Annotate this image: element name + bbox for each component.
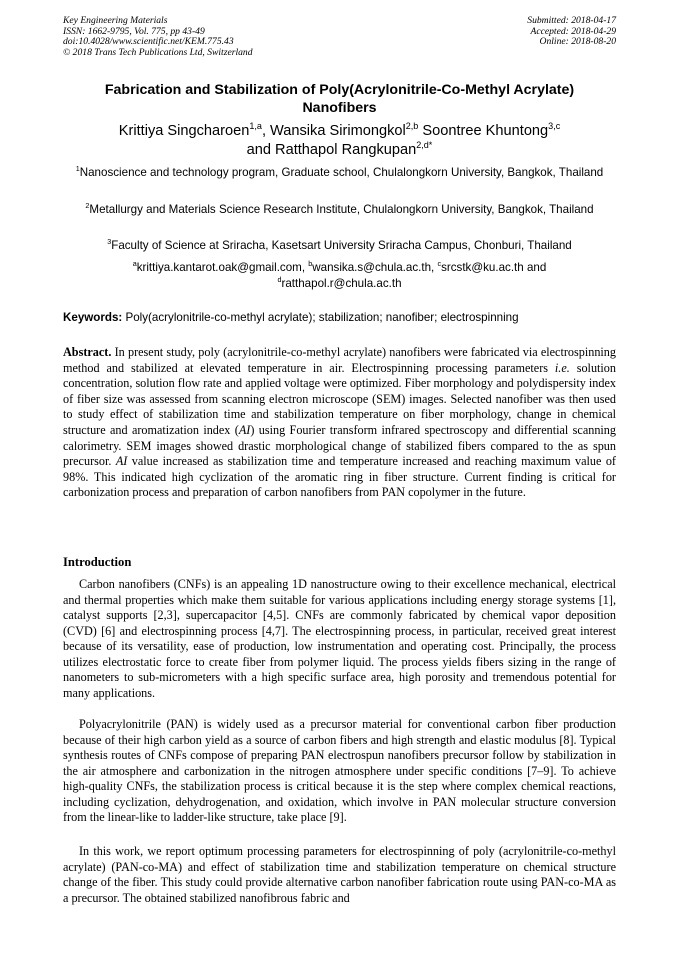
introduction-heading: Introduction <box>63 555 132 569</box>
paper-title-line1: Fabrication and Stabilization of Poly(Acrylonitrile-Co-Methyl Acrylate) <box>104 82 575 98</box>
email-c: srcstk@ku.ac.th and <box>441 261 547 274</box>
affiliation-3 <box>63 238 616 255</box>
affiliation-3-marker: 3 <box>107 237 112 247</box>
abstract-ai-1: AI <box>238 422 251 437</box>
affiliation-2-text: Metallurgy and Materials Science Research Institute, Chulalongkorn University, Bangkok, Thailand <box>89 203 594 216</box>
author-2-affil: 2,b <box>405 121 419 132</box>
email-d-marker: d <box>277 274 282 284</box>
author-and: and <box>246 142 276 158</box>
keywords <box>63 310 616 325</box>
abstract <box>63 345 616 501</box>
author-3: Soontree Khuntong <box>418 123 549 139</box>
author-3-affil: 3,c <box>548 121 561 132</box>
affiliation-3-text: Faculty of Science at Sriracha, Kasetsart University Sriracha Campus, Chonburi, Thailand <box>111 239 572 252</box>
author-list <box>63 122 616 160</box>
keywords-label: Keywords: <box>63 311 123 324</box>
author-4-affil: 2,d* <box>416 140 433 151</box>
submitted-date: Submitted: 2018-04-17 <box>527 15 616 26</box>
affiliation-1 <box>63 165 616 182</box>
email-a-marker: a <box>132 259 137 269</box>
abstract-text-3: ) using Fourier transform infrared spectroscopy and differential scanning calorimetry. SEM images showed drastic morphological change of stabilized fibers compared to the as spun precursor. <box>63 422 616 469</box>
author-1: Krittiya Singcharoen <box>118 123 250 139</box>
accepted-date: Accepted: 2018-04-29 <box>530 25 616 37</box>
author-emails <box>63 260 616 291</box>
online-date: Online: 2018-08-20 <box>539 36 616 48</box>
author-separator: , <box>261 123 271 139</box>
author-1-affil: 1,a <box>249 121 262 132</box>
journal-header-right <box>527 16 616 48</box>
introduction-paragraph-1: Carbon nanofibers (CNFs) is an appealing 1D nanostructure owing to their excellence mechanical, electrical and thermal properties which make them suitable for various applications including energy storage systems [1], catalyst supports [2,3], supercapacitor [4,5]. CNFs are commonly fabricated by chemical vapor deposition (CVD) [6] and electrospinning process [4,7]. The electrospinning process, in particular, received great interest because of its versatility, ease of production, low instrumentation and operating cost. Principally, the process utilizes electrostatic force to create fiber from polymer liquid. The process yields fibers sizing in the range of nanometers to sub-micrometers with a high specific surface area, high porosity and tremendous potential for many applications. <box>63 577 616 700</box>
paper-title <box>63 82 616 117</box>
email-a: krittiya.kantarot.oak@gmail.com, <box>136 261 309 274</box>
abstract-text-1: In present study, poly (acrylonitrile-co-methyl acrylate) nanofibers were fabricated via electrospinning method and stabilized at elevated temperature in air. Electrospinning processing parameters <box>63 345 616 375</box>
affiliation-2 <box>63 202 616 219</box>
abstract-ie: i.e. <box>554 360 570 375</box>
email-c-marker: c <box>437 259 442 269</box>
journal-issn: ISSN: 1662-9795, Vol. 775, pp 43-49 <box>63 25 205 37</box>
keywords-text: Poly(acrylonitrile-co-methyl acrylate); stabilization; nanofiber; electrospinning <box>122 311 519 324</box>
author-2: Wansika Sirimongkol <box>270 123 406 139</box>
paper-title-line2: Nanofibers <box>302 99 377 116</box>
email-b-marker: b <box>308 259 313 269</box>
journal-doi: doi:10.4028/www.scientific.net/KEM.775.43 <box>63 36 234 48</box>
abstract-text-2: solution concentration, solution flow rate and applied voltage were optimized. Fiber morphology and polydispersity index of fiber size was assessed from scanning electron microscope (SEM) images. Selected nanofiber was then used to study effect of stabilization time and stabilization temperature on fiber morphology, change in chemical structure and aromatization index ( <box>63 360 616 437</box>
journal-header-left <box>63 16 253 58</box>
abstract-ai-2: AI <box>115 454 128 469</box>
affiliation-2-marker: 2 <box>85 201 90 211</box>
author-4: Ratthapol Rangkupan <box>275 142 417 158</box>
journal-copyright: © 2018 Trans Tech Publications Ltd, Switzerland <box>63 46 253 58</box>
affiliation-1-marker: 1 <box>75 164 80 174</box>
affiliation-1-text: Nanoscience and technology program, Graduate school, Chulalongkorn University, Bangkok, Thailand <box>79 166 604 179</box>
abstract-label: Abstract. <box>63 345 112 359</box>
introduction-paragraph-2: Polyacrylonitrile (PAN) is widely used as a precursor material for conventional carbon fiber production because of their high carbon yield as a source of carbon fibers and high strength and elastic modulus [8]. Typical synthesis routes of CNFs compose of preparing PAN electrospun nanofibers precursor follow by stabilization in the air atmosphere and carbonization in the nitrogen atmosphere under specific conditions [7–9]. To achieve high-quality CNFs, the stabilization process is critical because it is the step where complex chemical reactions, including cyclization, dehydrogenation, and oxidation, which involve in PAN molecular structure conversion from the linear-like to ladder-like structure, take place [9]. <box>63 717 616 825</box>
journal-name: Key Engineering Materials <box>63 15 168 26</box>
email-d: ratthapol.r@chula.ac.th <box>281 276 402 290</box>
abstract-text-4: value increased as stabilization time and temperature increased and reaching maximum value of 98%. This indicated high cyclization of the aromatic ring in fiber structure. Current finding is critical for carbonization process and preparation of carbon nanofibers from PAN copolymer in the future. <box>63 454 616 500</box>
email-b: wansika.s@chula.ac.th, <box>312 261 438 274</box>
introduction-paragraph-3: In this work, we report optimum processing parameters for electrospinning of poly (acrylonitrile-co-methyl acrylate) (PAN-co-MA) and effect of stabilization time and stabilization temperature on chemical structure change of the fiber. This study could provide alternative carbon nanofiber fabrication route using PAN-co-MA as a precursor. The obtained stabilized nanofibrous fabric and <box>63 844 616 905</box>
